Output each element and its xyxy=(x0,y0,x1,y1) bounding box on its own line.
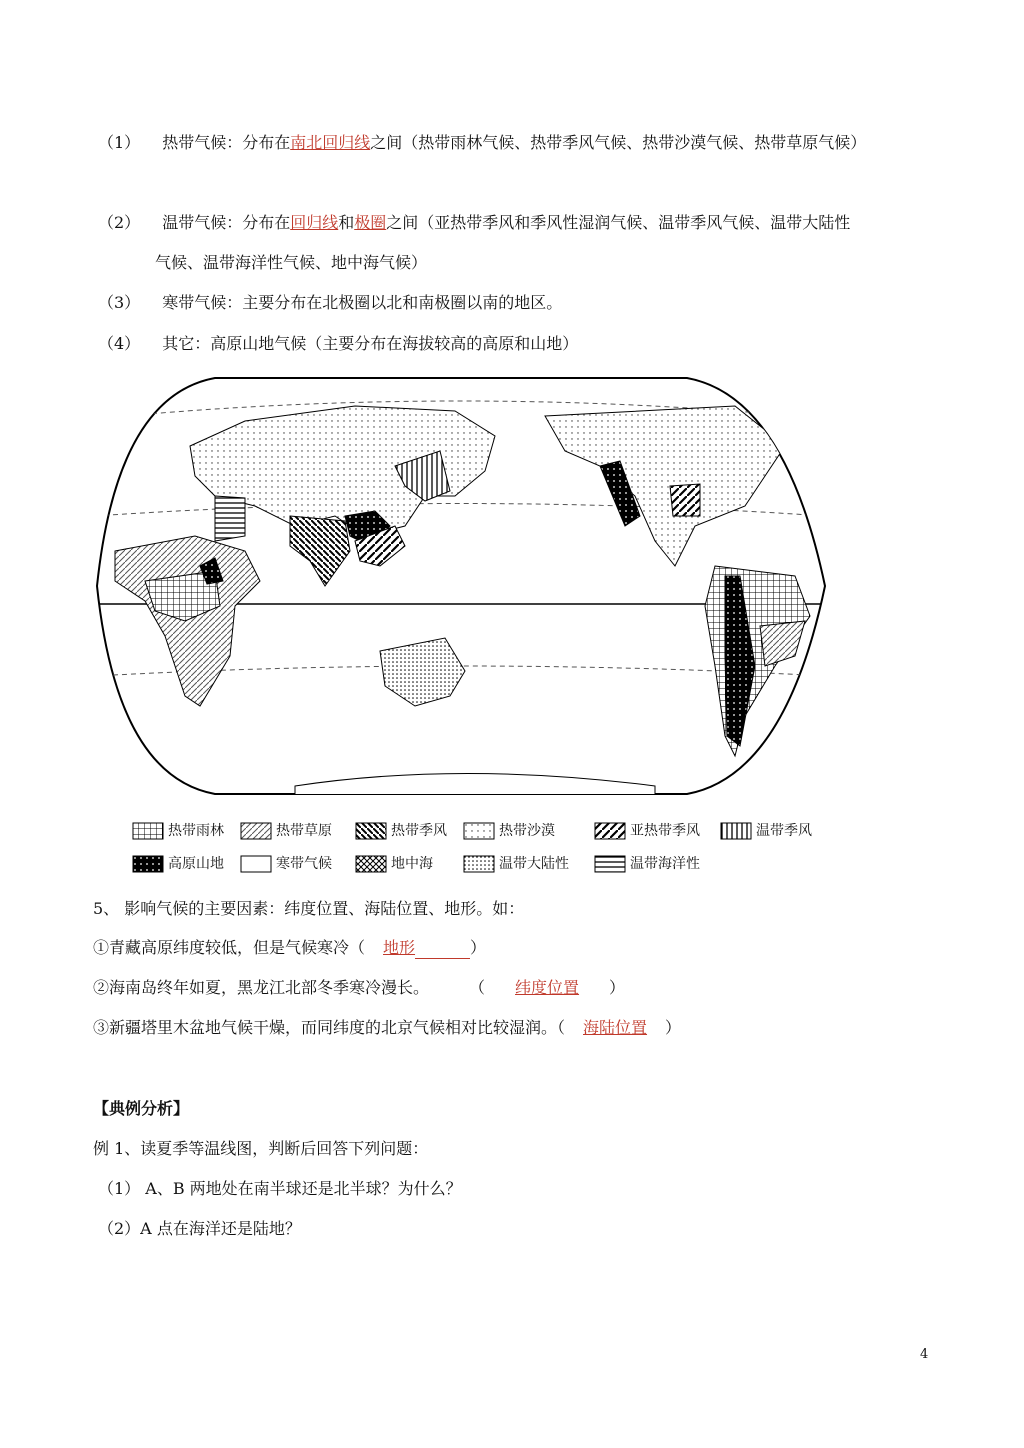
example-heading: 【典例分析】 xyxy=(93,1099,190,1118)
climate-line-2: （2） 温带气候：分布在回归线和极圈之间（亚热带季风和季风性湿润气候、温带季风气候、温带大陆性 xyxy=(98,213,851,232)
climate-line-3: （3） 寒带气候：主要分布在北极圈以北和南极圈以南的地区。 xyxy=(98,293,563,312)
answer-tropics: 南北回归线 xyxy=(290,133,371,152)
item-number: （2） xyxy=(98,213,141,232)
example-intro: 例 1、读夏季等温线图，判断后回答下列问题： xyxy=(93,1139,429,1158)
answer-polar-circle: 极圈 xyxy=(354,213,387,232)
example-question-2: （2）A 点在海洋还是陆地？ xyxy=(98,1219,301,1238)
world-climate-map xyxy=(95,376,925,796)
factor-question-2: ②海南岛终年如夏，黑龙江北部冬季寒冷漫长。 （ 纬度位置 ） xyxy=(93,978,626,997)
factor-question-1: ①青藏高原纬度较低，但是气候寒冷（ 地形 ） xyxy=(93,938,487,957)
climate-line-1: （1） 热带气候：分布在南北回归线之间（热带雨林气候、热带季风气候、热带沙漠气候、热带草原气候） xyxy=(98,133,867,152)
answer-terrain: 地形 xyxy=(383,938,416,957)
north-america-subtropical-zone xyxy=(670,484,700,516)
climate-line-2b: 气候、温带海洋性气候、地中海气候） xyxy=(155,253,428,272)
answer-land-sea: 海陆位置 xyxy=(583,1018,648,1037)
answer-tropic-lines: 回归线 xyxy=(290,213,339,232)
page-number: 4 xyxy=(920,1347,929,1362)
factors-title: 5、 影响气候的主要因素：纬度位置、海陆位置、地形。如： xyxy=(93,899,525,918)
climate-line-4: （4） 其它：高原山地气候（主要分布在海拔较高的高原和山地） xyxy=(98,334,579,353)
item-number: （1） xyxy=(98,133,141,152)
factor-question-3: ③新疆塔里木盆地气候干燥，而同纬度的北京气候相对比较湿润。（ 海陆位置 ） xyxy=(93,1018,682,1037)
example-question-1: （1） A、B 两地处在南半球还是北半球？为什么？ xyxy=(98,1179,462,1198)
europe-oceanic-zone xyxy=(215,496,245,541)
answer-latitude: 纬度位置 xyxy=(515,978,580,997)
